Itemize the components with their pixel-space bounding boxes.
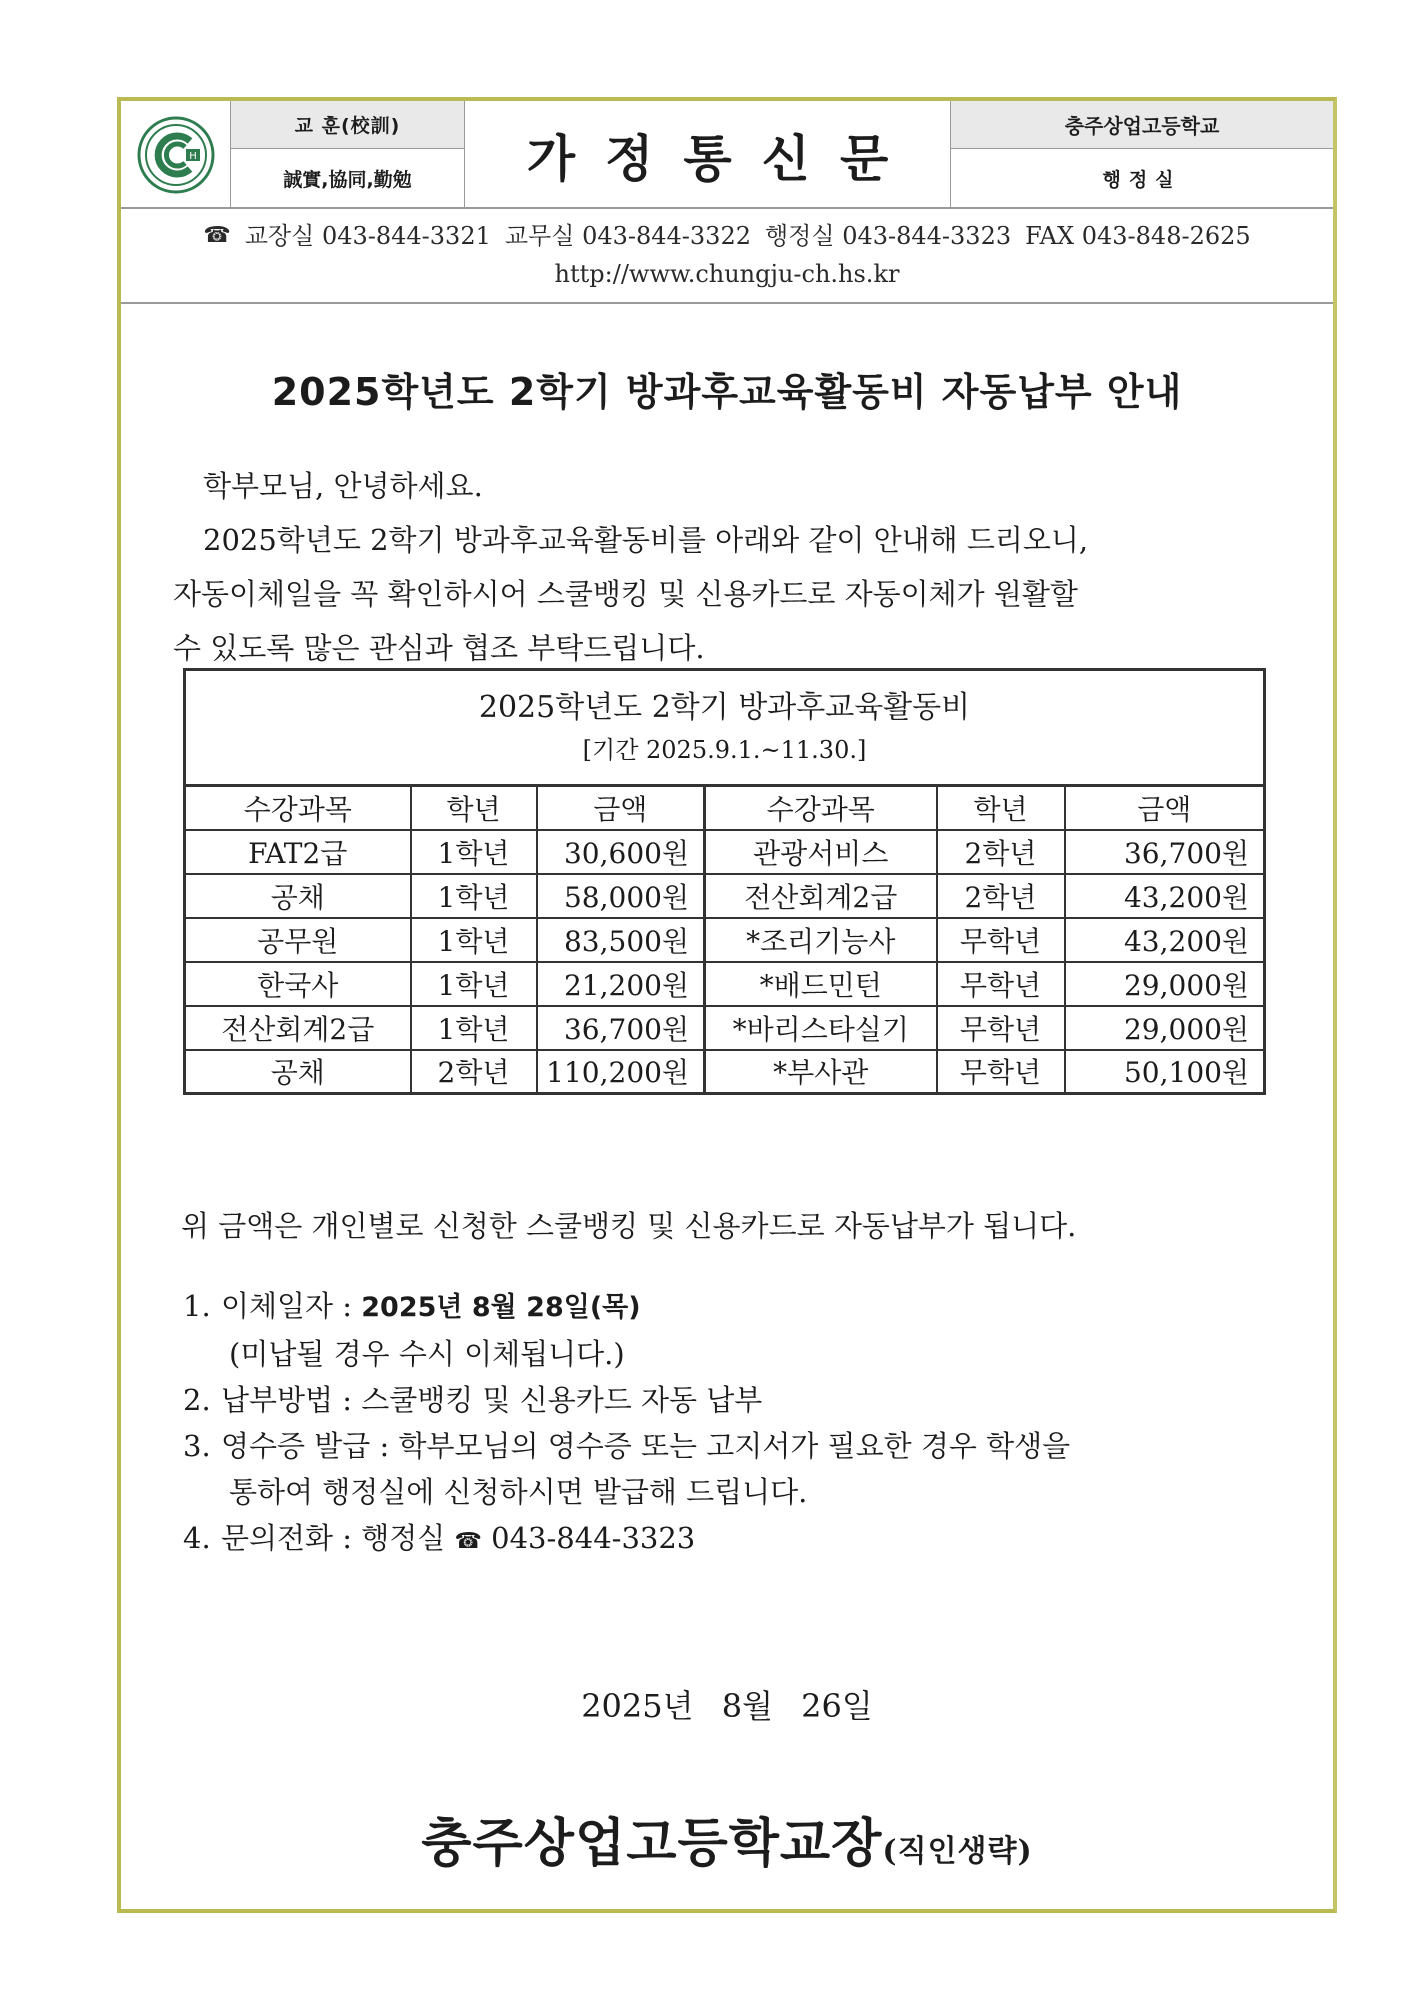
- subject-cell: FAT2급: [185, 830, 411, 874]
- principal-phone: 043-844-3321: [321, 222, 491, 250]
- payment-method: 납부방법 : 스쿨뱅킹 및 신용카드 자동 납부: [221, 1383, 763, 1417]
- transfer-date-label: 이체일자 :: [221, 1289, 362, 1323]
- amount-cell: 50,100원: [1065, 1050, 1265, 1094]
- academic-label: 교무실: [504, 222, 575, 250]
- academic-phone: 043-844-3322: [582, 222, 751, 250]
- admin-phone: 043-844-3323: [842, 222, 1012, 250]
- column-header: 금액: [537, 786, 705, 830]
- list-item: [183, 1423, 1283, 1469]
- item-number: 1.: [183, 1289, 211, 1323]
- table-row: [185, 918, 1265, 962]
- column-header: 학년: [411, 786, 537, 830]
- subject-cell: 공채: [185, 1050, 411, 1094]
- amount-cell: 29,000원: [1065, 962, 1265, 1006]
- motto-title: 교 훈(校訓): [231, 101, 464, 149]
- seal-omitted-note: (직인생략): [882, 1834, 1033, 1869]
- table-title: 2025학년도 2학기 방과후교육활동비: [478, 689, 971, 725]
- table-row: [185, 874, 1265, 918]
- contact-info: [121, 209, 1333, 304]
- grade-cell: 2학년: [937, 874, 1065, 918]
- subject-cell: 한국사: [185, 962, 411, 1006]
- item-number: 2.: [183, 1383, 211, 1417]
- table-header-row: [185, 786, 1265, 830]
- grade-cell: 1학년: [411, 1006, 537, 1050]
- fax-number: 043-848-2625: [1081, 222, 1251, 250]
- svg-text:H: H: [188, 151, 197, 162]
- issue-date: 2025년 8월 26일: [581, 1687, 873, 1725]
- column-header: 학년: [937, 786, 1065, 830]
- table-row: [185, 1006, 1265, 1050]
- grade-cell: 1학년: [411, 874, 537, 918]
- grade-cell: 무학년: [937, 1006, 1065, 1050]
- fax-label: FAX: [1025, 222, 1075, 250]
- payment-note: 위 금액은 개인별로 신청한 스쿨뱅킹 및 신용카드로 자동납부가 됩니다.: [181, 1209, 1077, 1243]
- principal-label: 교장실: [244, 222, 315, 250]
- page-frame: [117, 97, 1337, 1913]
- intro-line: 2025학년도 2학기 방과후교육활동비를 아래와 같이 안내해 드리오니,: [203, 523, 1089, 557]
- amount-cell: 110,200원: [537, 1050, 705, 1094]
- transfer-date-value: 2025년 8월 28일(목): [361, 1292, 641, 1323]
- inquiry-phone: 043-844-3323: [491, 1521, 696, 1555]
- amount-cell: 36,700원: [1065, 830, 1265, 874]
- website-link[interactable]: http://www.chungju-ch.hs.kr: [554, 260, 900, 288]
- grade-cell: 무학년: [937, 1050, 1065, 1094]
- fee-table: [183, 668, 1266, 1095]
- logo-cell: [121, 101, 231, 209]
- grade-cell: 무학년: [937, 962, 1065, 1006]
- inquiry-label: 문의전화 : 행정실: [221, 1521, 446, 1555]
- telephone-icon: ☎: [454, 1529, 482, 1554]
- list-item: [183, 1515, 1283, 1565]
- greeting: 학부모님, 안녕하세요.: [203, 469, 483, 503]
- amount-cell: 29,000원: [1065, 1006, 1265, 1050]
- office-cell: [951, 101, 1333, 209]
- amount-cell: 36,700원: [537, 1006, 705, 1050]
- grade-cell: 1학년: [411, 962, 537, 1006]
- subject-cell: *부사관: [705, 1050, 937, 1094]
- column-header: 수강과목: [705, 786, 937, 830]
- table-row: [185, 962, 1265, 1006]
- department-name: 행정실: [1102, 168, 1182, 191]
- header: [121, 101, 1333, 209]
- subject-cell: 관광서비스: [705, 830, 937, 874]
- newsletter-title: 가정통신문: [465, 101, 951, 209]
- grade-cell: 2학년: [411, 1050, 537, 1094]
- transfer-date-note: (미납될 경우 수시 이체됩니다.): [229, 1337, 625, 1371]
- amount-cell: 58,000원: [537, 874, 705, 918]
- motto-cell: [231, 101, 465, 209]
- list-item: [183, 1377, 1283, 1423]
- grade-cell: 무학년: [937, 918, 1065, 962]
- subject-cell: *조리기능사: [705, 918, 937, 962]
- motto-text: 誠實,協同,勤勉: [283, 168, 412, 191]
- intro-line: 자동이체일을 꼭 확인하시어 스쿨뱅킹 및 신용카드로 자동이체가 원활할: [173, 577, 1078, 611]
- intro-paragraph: [173, 459, 1283, 675]
- amount-cell: 21,200원: [537, 962, 705, 1006]
- grade-cell: 1학년: [411, 830, 537, 874]
- subject-cell: 전산회계2급: [705, 874, 937, 918]
- table-row: [185, 1050, 1265, 1094]
- table-caption: [185, 670, 1265, 786]
- table-row: [185, 830, 1265, 874]
- admin-label: 행정실: [764, 222, 835, 250]
- grade-cell: 1학년: [411, 918, 537, 962]
- column-header: 금액: [1065, 786, 1265, 830]
- table-period: [기간 2025.9.1.~11.30.]: [582, 735, 867, 764]
- subject-cell: 공채: [185, 874, 411, 918]
- signer-name: 충주상업고등학교장: [421, 1813, 883, 1874]
- amount-cell: 43,200원: [1065, 918, 1265, 962]
- list-item: [183, 1283, 1283, 1331]
- subject-cell: *바리스타실기: [705, 1006, 937, 1050]
- subject-cell: 전산회계2급: [185, 1006, 411, 1050]
- telephone-icon: ☎: [203, 223, 231, 248]
- column-header: 수강과목: [185, 786, 411, 830]
- receipt-info: 영수증 발급 : 학부모님의 영수증 또는 고지서가 필요한 경우 학생을: [221, 1429, 1071, 1463]
- school-emblem-icon: [136, 115, 216, 195]
- amount-cell: 30,600원: [537, 830, 705, 874]
- amount-cell: 83,500원: [537, 918, 705, 962]
- subject-cell: *배드민턴: [705, 962, 937, 1006]
- document-title: 2025학년도 2학기 방과후교육활동비 자동납부 안내: [271, 370, 1183, 414]
- info-list: [183, 1283, 1283, 1565]
- item-number: 3.: [183, 1429, 211, 1463]
- amount-cell: 43,200원: [1065, 874, 1265, 918]
- subject-cell: 공무원: [185, 918, 411, 962]
- school-name: 충주상업고등학교: [951, 101, 1333, 149]
- grade-cell: 2학년: [937, 830, 1065, 874]
- item-number: 4.: [183, 1521, 211, 1555]
- signer: [121, 1801, 1333, 1876]
- intro-line: 수 있도록 많은 관심과 협조 부탁드립니다.: [173, 631, 705, 665]
- receipt-info-cont: 통하여 행정실에 신청하시면 발급해 드립니다.: [229, 1475, 808, 1509]
